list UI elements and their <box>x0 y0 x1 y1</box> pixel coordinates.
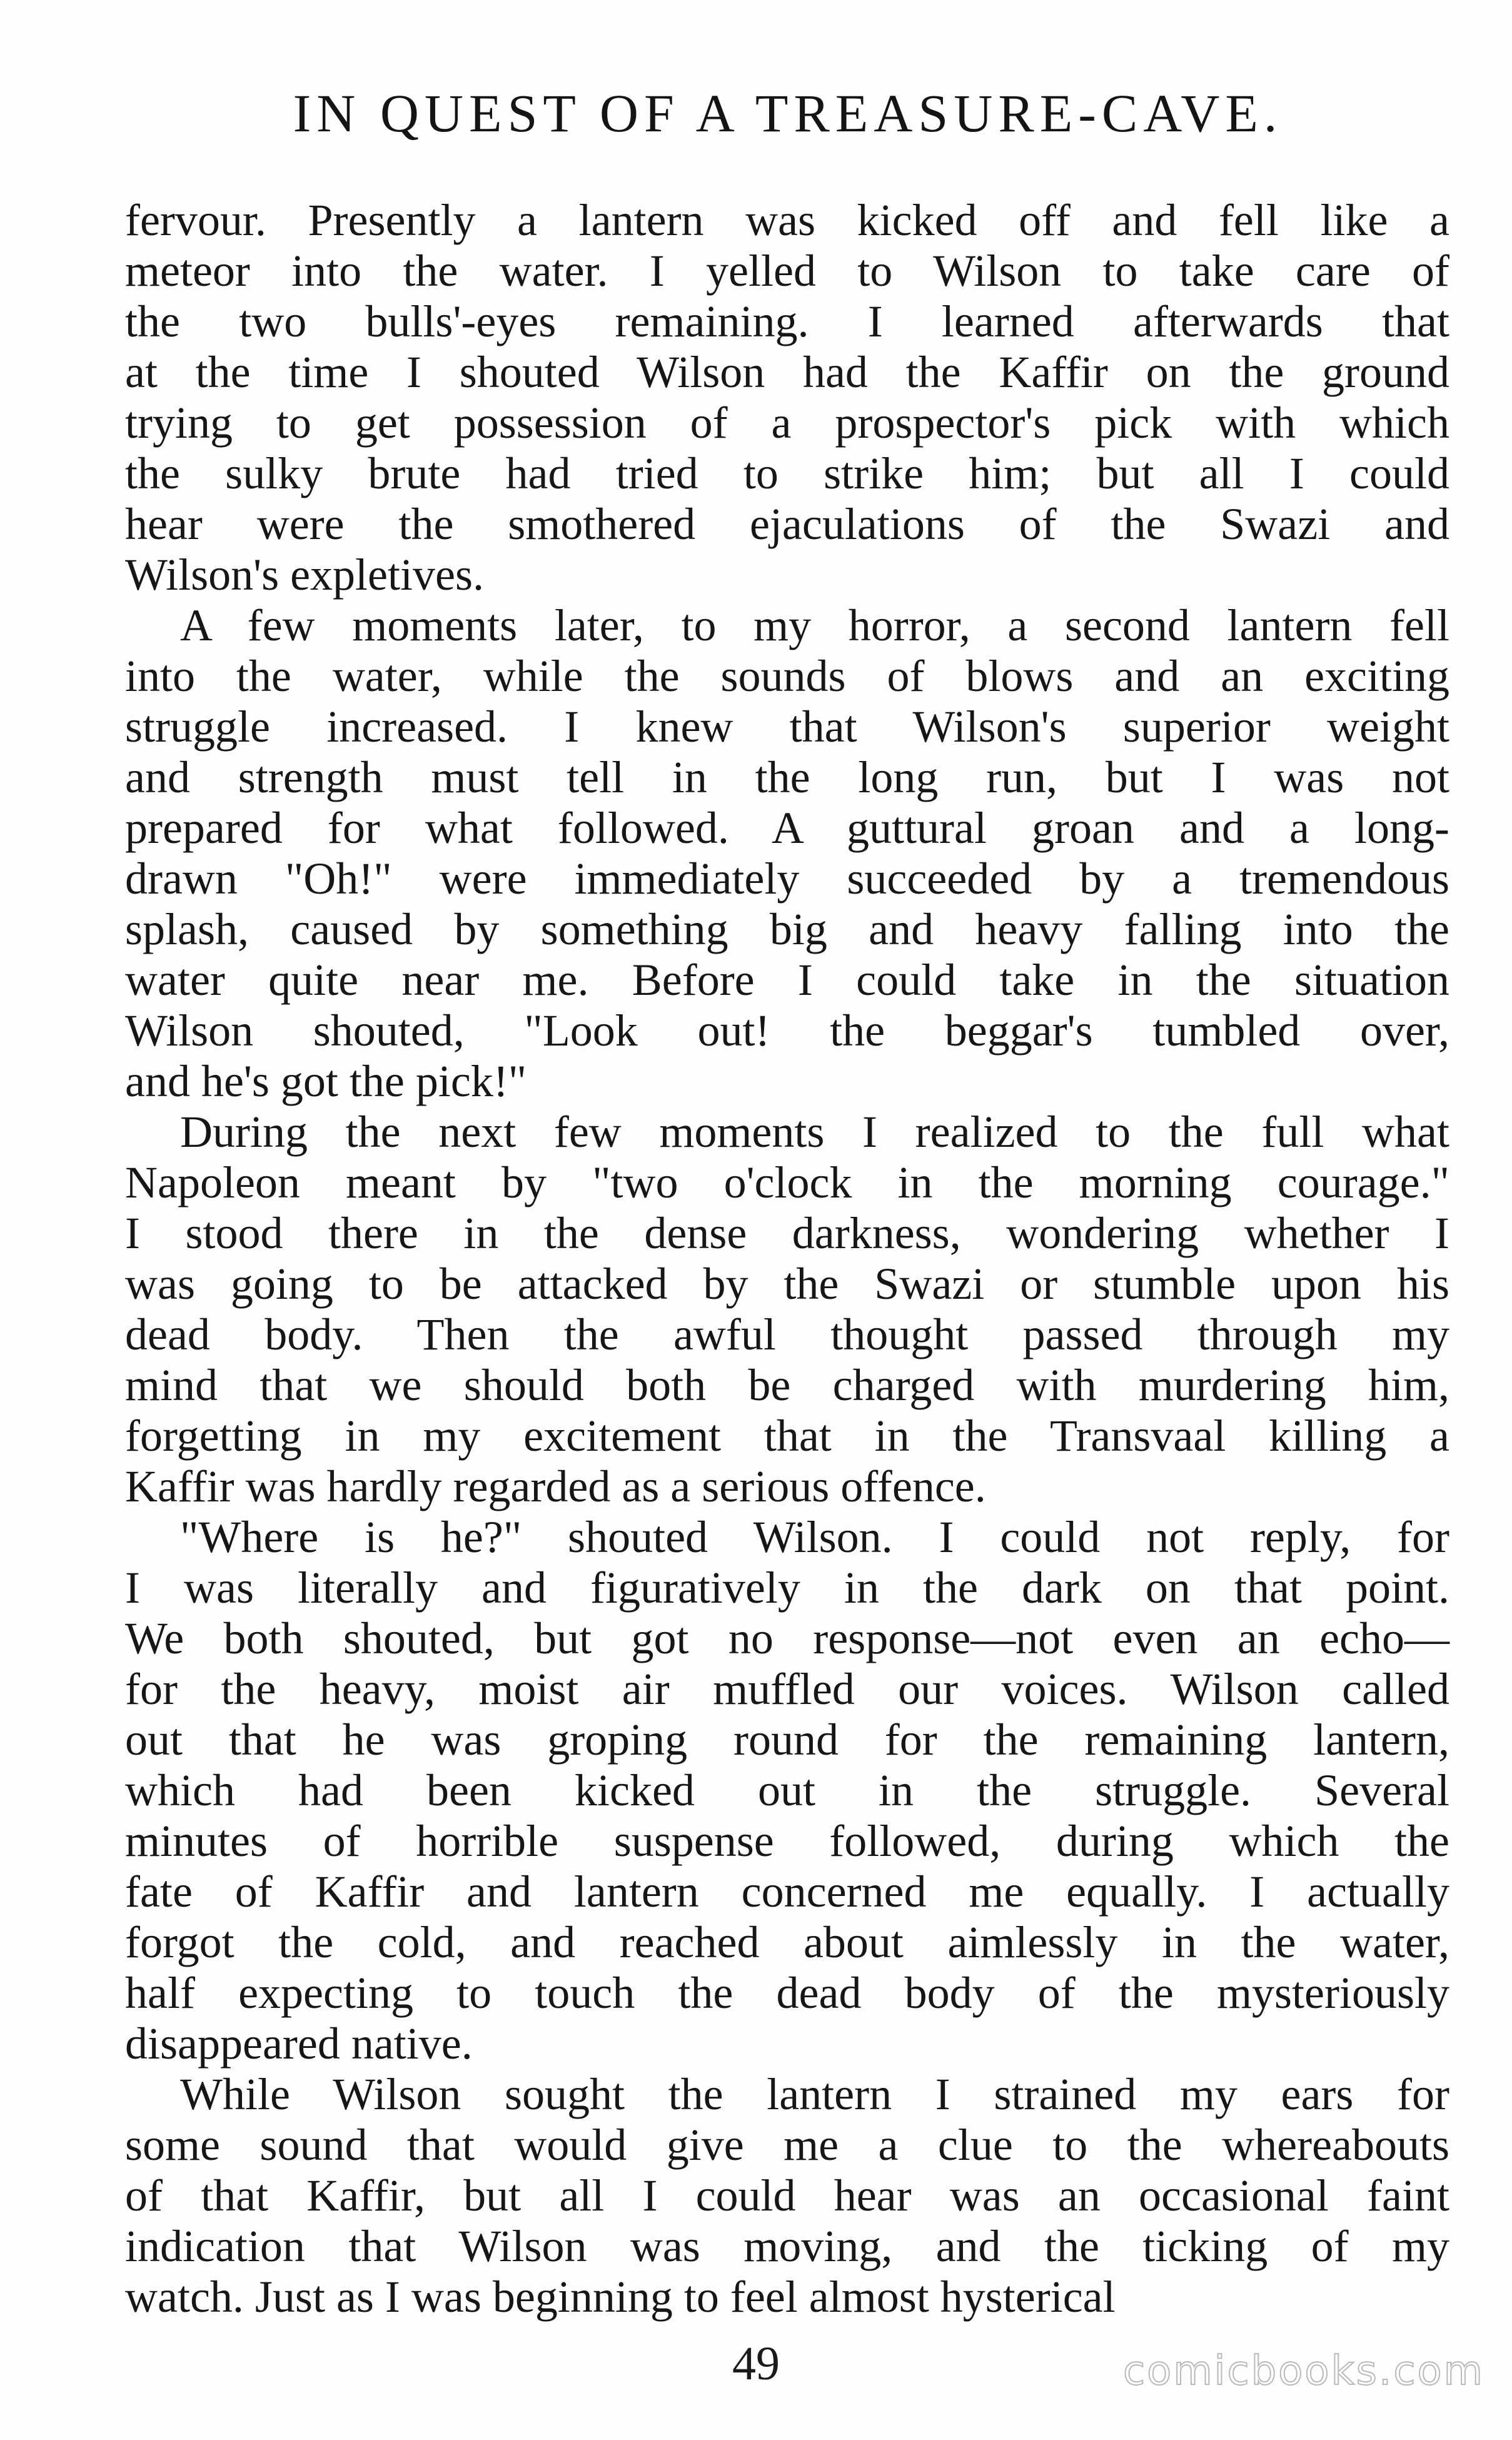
text-line: forgot the cold, and reached about aimlessly in the water, <box>125 1917 1449 1967</box>
text-line: which had been kicked out in the struggle. Several <box>125 1765 1449 1815</box>
text-line: disappeared native. <box>125 2019 473 2069</box>
text-line: Kaffir was hardly regarded as a serious offence. <box>125 1461 986 1511</box>
paragraph <box>125 1107 1449 1512</box>
text-line: some sound that would give me a clue to the whereabouts <box>125 2120 1449 2170</box>
text-line: I was literally and figuratively in the dark on that point. <box>125 1563 1449 1613</box>
text-line: of that Kaffir, but all I could hear was an occasional faint <box>125 2170 1449 2221</box>
text-line: into the water, while the sounds of blows and an exciting <box>125 651 1449 701</box>
text-line: struggle increased. I knew that Wilson's superior weight <box>125 702 1449 752</box>
text-line: splash, caused by something big and heavy falling into the <box>125 904 1449 954</box>
text-line: Wilson shouted, "Look out! the beggar's tumbled over, <box>125 1006 1449 1056</box>
text-line: We both shouted, but got no response—not even an echo— <box>125 1613 1449 1663</box>
paragraph <box>125 1512 1449 2069</box>
text-line: "Where is he?" shouted Wilson. I could not reply, for <box>180 1512 1449 1562</box>
text-line: trying to get possession of a prospector's pick with which <box>125 398 1449 448</box>
text-line: fervour. Presently a lantern was kicked off and fell like a <box>125 195 1449 245</box>
text-line: indication that Wilson was moving, and the ticking of my <box>125 2221 1449 2271</box>
text-line: out that he was groping round for the remaining lantern, <box>125 1715 1449 1765</box>
text-line: dead body. Then the awful thought passed through my <box>125 1309 1449 1359</box>
text-line: was going to be attacked by the Swazi or stumble upon his <box>125 1259 1449 1309</box>
text-line: and he's got the pick!" <box>125 1056 527 1106</box>
text-line: at the time I shouted Wilson had the Kaffir on the ground <box>125 347 1449 397</box>
text-line: the sulky brute had tried to strike him; but all I could <box>125 448 1449 498</box>
page-number: 49 <box>732 2337 780 2390</box>
text-line: water quite near me. Before I could take in the situation <box>125 955 1449 1005</box>
text-line: mind that we should both be charged with murdering him, <box>125 1360 1449 1410</box>
text-line: minutes of horrible suspense followed, during which the <box>125 1816 1449 1866</box>
text-line: the two bulls'-eyes remaining. I learned afterwards that <box>125 296 1449 346</box>
text-line: for the heavy, moist air muffled our voices. Wilson called <box>125 1664 1449 1714</box>
text-line: fate of Kaffir and lantern concerned me equally. I actually <box>125 1867 1449 1917</box>
text-line: prepared for what followed. A guttural groan and a long- <box>125 803 1449 853</box>
text-line: I stood there in the dense darkness, wondering whether I <box>125 1208 1449 1258</box>
body-text <box>125 195 1449 2322</box>
text-line: Wilson's expletives. <box>125 550 484 600</box>
text-line: forgetting in my excitement that in the Transvaal killing a <box>125 1411 1449 1461</box>
text-line: While Wilson sought the lantern I strained my ears for <box>180 2069 1449 2119</box>
watermark-logo: comicbooks.com <box>1122 2348 1484 2394</box>
paragraph <box>125 2069 1449 2322</box>
text-line: A few moments later, to my horror, a second lantern fell <box>180 600 1449 650</box>
text-line: and strength must tell in the long run, but I was not <box>125 752 1449 802</box>
text-line: half expecting to touch the dead body of the mysteriously <box>125 1968 1449 2018</box>
text-line: Napoleon meant by "two o'clock in the morning courage." <box>125 1157 1449 1207</box>
running-head: IN QUEST OF A TREASURE-CAVE. <box>293 83 1283 143</box>
paragraph <box>125 195 1449 600</box>
paragraph <box>125 600 1449 1107</box>
text-line: watch. Just as I was beginning to feel almost hysterical <box>125 2272 1116 2322</box>
text-line: meteor into the water. I yelled to Wilson to take care of <box>125 246 1449 296</box>
text-line: hear were the smothered ejaculations of the Swazi and <box>125 499 1449 549</box>
text-line: During the next few moments I realized to the full what <box>180 1107 1449 1157</box>
text-line: drawn "Oh!" were immediately succeeded by a tremendous <box>125 854 1449 904</box>
